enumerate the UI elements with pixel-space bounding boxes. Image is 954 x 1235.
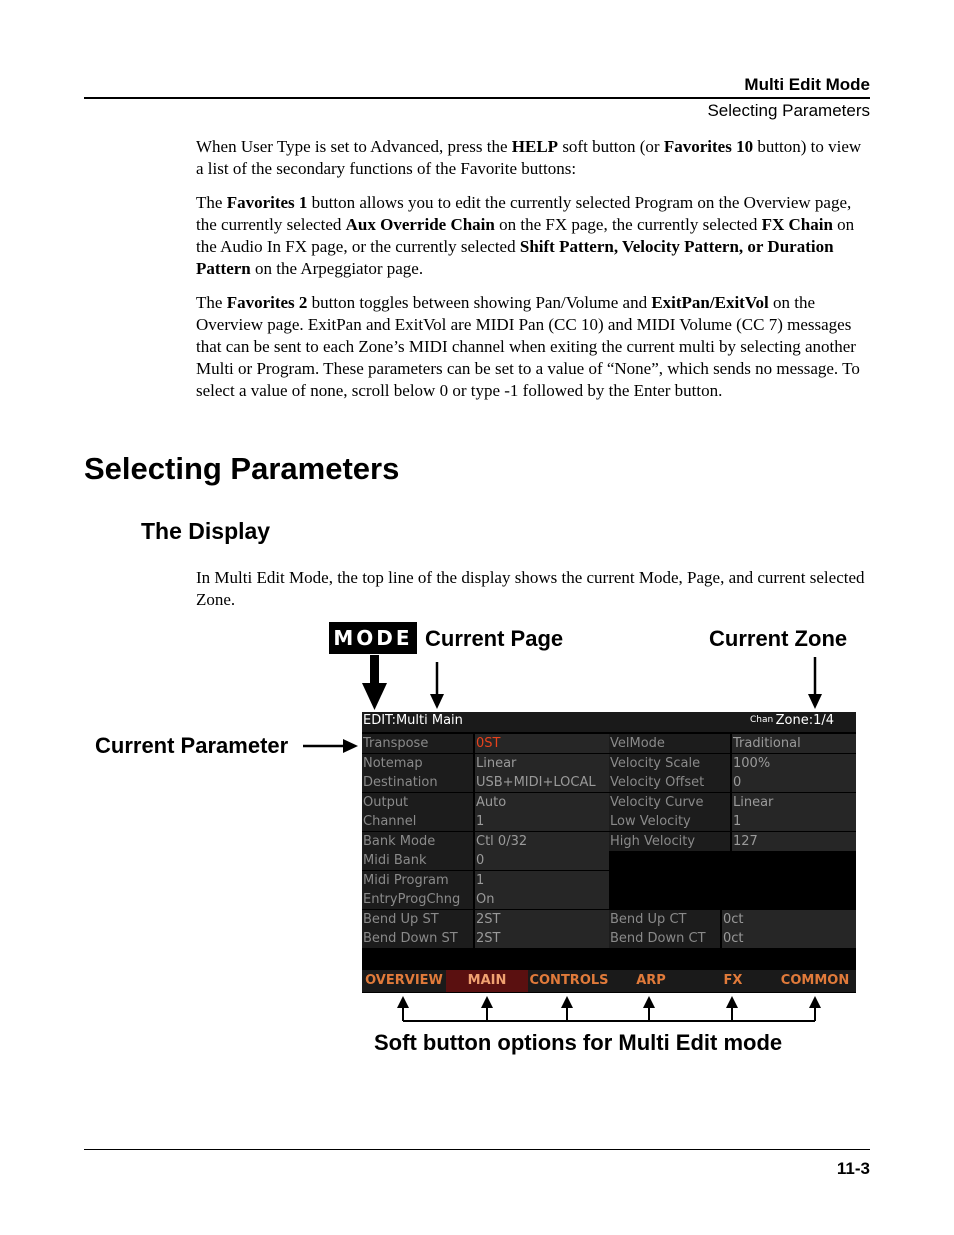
param-name[interactable]: Bend Down CT bbox=[609, 929, 720, 948]
param-value[interactable]: 0 bbox=[732, 773, 856, 792]
channel-zone-icon: Chan bbox=[750, 715, 774, 725]
p1-bold-help: HELP bbox=[511, 137, 559, 156]
param-value[interactable]: 2ST bbox=[475, 910, 609, 929]
p1-text-1: When User Type is set to Advanced, press the bbox=[196, 137, 512, 156]
param-value[interactable]: 1 bbox=[475, 812, 609, 831]
param-name[interactable]: Channel bbox=[362, 812, 473, 831]
running-header-section: Selecting Parameters bbox=[707, 101, 870, 120]
param-value[interactable]: On bbox=[475, 890, 609, 909]
p1-bold-favorites10: Favorites 10 bbox=[663, 137, 754, 156]
p2-text-2: button allows you to edit the currently selected Program on the Overview page, the currently selected bbox=[196, 193, 852, 234]
mode-badge: MODE bbox=[329, 622, 417, 654]
param-value[interactable]: 127 bbox=[732, 832, 856, 851]
param-name[interactable]: EntryProgChng bbox=[362, 890, 473, 909]
arrow-current-parameter bbox=[303, 739, 358, 753]
param-name[interactable]: Notemap bbox=[362, 754, 473, 773]
p2-text-1: The bbox=[196, 193, 227, 212]
param-name[interactable]: Midi Bank bbox=[362, 851, 473, 870]
p2-bold-favorites1: Favorites 1 bbox=[226, 193, 308, 212]
label-soft-buttons: Soft button options for Multi Edit mode bbox=[374, 1030, 783, 1055]
label-current-page: Current Page bbox=[425, 626, 564, 651]
display-title: EDIT:Multi Main bbox=[363, 713, 463, 728]
param-name[interactable]: Velocity Curve bbox=[609, 793, 730, 812]
running-header-chapter: Multi Edit Mode bbox=[744, 75, 870, 94]
p2-text-4: on the Audio In FX page, or the currently selected bbox=[196, 215, 855, 256]
param-value[interactable]: 0ST bbox=[475, 734, 609, 753]
arrow-current-page bbox=[430, 662, 444, 709]
param-name[interactable]: Bend Down ST bbox=[362, 929, 473, 948]
param-name[interactable]: Bend Up ST bbox=[362, 910, 473, 929]
page-number: 11-3 bbox=[836, 1159, 870, 1178]
subsection-heading: The Display bbox=[141, 518, 271, 544]
p2-text-3: on the FX page, the currently selected bbox=[494, 215, 762, 234]
soft-button-main[interactable]: MAIN bbox=[446, 970, 528, 992]
arrow-current-zone bbox=[808, 657, 822, 709]
param-name[interactable]: Output bbox=[362, 793, 473, 812]
p3-bold-exitpan: ExitPan/ExitVol bbox=[651, 293, 769, 312]
arrow-mode bbox=[362, 655, 387, 710]
param-value[interactable]: 100% bbox=[732, 754, 856, 773]
label-current-parameter: Current Parameter bbox=[95, 733, 289, 758]
param-value[interactable]: Linear bbox=[475, 754, 609, 773]
soft-button-fx[interactable]: FX bbox=[723, 973, 743, 988]
p2-bold-patterns: Shift Pattern, Velocity Pattern, or Duration Pattern bbox=[196, 237, 834, 278]
param-value[interactable]: 0ct bbox=[722, 910, 856, 929]
param-value[interactable]: Auto bbox=[475, 793, 609, 812]
param-value[interactable]: 1 bbox=[475, 871, 609, 890]
p2-bold-fx-chain: FX Chain bbox=[761, 215, 833, 234]
param-name[interactable]: VelMode bbox=[609, 734, 730, 753]
param-name[interactable]: High Velocity bbox=[609, 832, 730, 851]
section-heading: Selecting Parameters bbox=[84, 451, 400, 486]
param-name[interactable]: Bend Up CT bbox=[609, 910, 720, 929]
param-name[interactable]: Destination bbox=[362, 773, 473, 792]
p3-text-1: The bbox=[196, 293, 227, 312]
param-value[interactable]: Ctl 0/32 bbox=[475, 832, 609, 851]
param-name[interactable]: Bank Mode bbox=[362, 832, 473, 851]
p3-text-2: button toggles between showing Pan/Volume and bbox=[307, 293, 652, 312]
footer-rule bbox=[84, 1149, 870, 1150]
soft-button-arp[interactable]: ARP bbox=[636, 973, 666, 988]
param-value[interactable]: USB+MIDI+LOCAL bbox=[475, 773, 609, 792]
p2-bold-aux-override: Aux Override Chain bbox=[345, 215, 495, 234]
p1-text-2: soft button (or bbox=[558, 137, 664, 156]
param-value[interactable]: 0ct bbox=[722, 929, 856, 948]
p3-bold-favorites2: Favorites 2 bbox=[226, 293, 308, 312]
param-value[interactable]: 0 bbox=[475, 851, 609, 870]
param-name[interactable]: Velocity Scale bbox=[609, 754, 730, 773]
param-value[interactable]: 2ST bbox=[475, 929, 609, 948]
p1-text-3: button) to view a list of the secondary functions of the Favorite buttons: bbox=[196, 137, 862, 178]
param-name[interactable]: Transpose bbox=[362, 734, 473, 753]
param-value[interactable]: Traditional bbox=[732, 734, 856, 753]
param-name[interactable]: Velocity Offset bbox=[609, 773, 730, 792]
soft-button-controls[interactable]: CONTROLS bbox=[529, 973, 609, 988]
display-zone: Zone:1/4 bbox=[775, 713, 834, 728]
param-name[interactable]: Midi Program bbox=[362, 871, 473, 890]
soft-button-bracket bbox=[397, 996, 821, 1021]
instrument-display bbox=[362, 712, 856, 993]
param-value[interactable]: Linear bbox=[732, 793, 856, 812]
p3-text-3: on the Overview page. ExitPan and ExitVol are MIDI Pan (CC 10) and MIDI Volume (CC 7) messages that can be sent to each Zone’s MIDI channel when exiting the current multi by selecting another Multi or Program. These parameters can be set to a value of “None”, which sends no message. To select a value of none, scroll below 0 or type -1 followed by the Enter button. bbox=[196, 293, 860, 400]
param-value[interactable]: 1 bbox=[732, 812, 856, 831]
p2-text-5: on the Arpeggiator page. bbox=[250, 259, 424, 278]
p4-text: In Multi Edit Mode, the top line of the display shows the current Mode, Page, and current selected Zone. bbox=[196, 568, 865, 609]
param-name[interactable]: Low Velocity bbox=[609, 812, 730, 831]
soft-button-overview[interactable]: OVERVIEW bbox=[365, 973, 443, 988]
label-current-zone: Current Zone bbox=[709, 626, 848, 651]
soft-button-common[interactable]: COMMON bbox=[780, 973, 850, 988]
